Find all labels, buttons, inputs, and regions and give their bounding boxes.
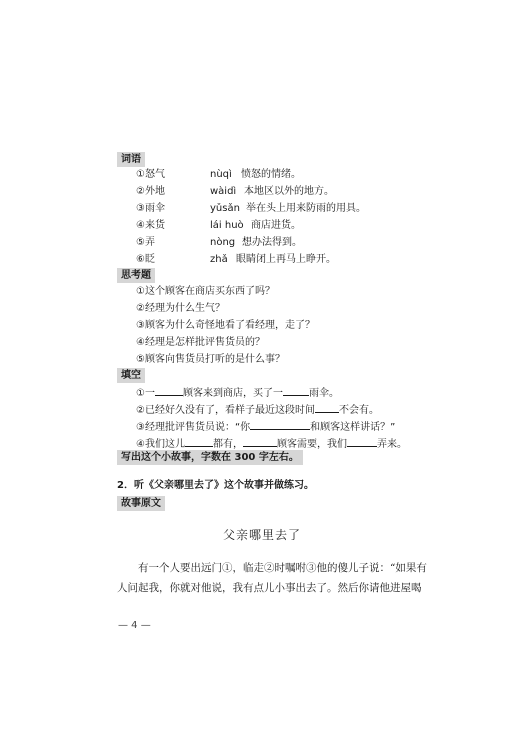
vocab-item (0, 219, 524, 233)
question: ①这个顾客在商店买东西了吗？ (136, 286, 275, 297)
vocab-def: 本地区以外的地方。 (244, 186, 334, 197)
question: ④经理是怎样批评售货员的？ (136, 337, 265, 348)
fill-tag: 填空 (117, 368, 145, 383)
fill-text: 雨伞。 (308, 388, 339, 399)
vocab-def: 商店进货。 (251, 220, 301, 231)
vocab-pinyin: yǔsǎn (210, 203, 240, 214)
blank-field[interactable] (315, 401, 339, 413)
question: ②经理为什么生气？ (136, 303, 225, 314)
fill-line-2 (136, 401, 379, 418)
vocab-pinyin: zhǎ (210, 254, 228, 265)
vocab-word: ①怒气 (136, 169, 165, 180)
fill-text: 和顾客这样讲话？” (310, 422, 396, 433)
question: ⑤顾客向售货员打听的是什么事？ (136, 354, 285, 365)
blank-field[interactable] (283, 384, 309, 396)
vocab-item (0, 202, 524, 216)
vocab-word: ③雨伞 (136, 203, 165, 214)
vocab-item (0, 236, 524, 250)
blank-field[interactable] (347, 435, 377, 447)
fill-text: ②已经好久没有了，看样子最近这段时间 (136, 405, 315, 416)
vocab-pinyin: wàidì (210, 186, 237, 197)
story-line: 有一个人要出远门①，临走②时嘱咐③他的傻儿子说：“如果有 (138, 562, 427, 574)
vocab-pinyin: nòng (210, 237, 236, 248)
vocab-def: 愤怒的情绪。 (241, 169, 301, 180)
vocab-def: 想办法得到。 (242, 237, 302, 248)
section-heading: 2．听《父亲哪里去了》这个故事并做练习。 (117, 480, 314, 491)
blank-field[interactable] (155, 384, 183, 396)
blank-field[interactable] (250, 418, 310, 430)
blank-field[interactable] (243, 435, 277, 447)
question: ③顾客为什么奇怪地看了看经理，走了？ (136, 320, 315, 331)
story-line: 人问起我，你就对他说，我有点儿小事出去了。然后你请他进屋喝 (117, 582, 422, 594)
blank-field[interactable] (185, 435, 213, 447)
vocab-word: ⑥眨 (136, 254, 155, 265)
fill-text: 顾客来到商店，买了一 (182, 388, 283, 399)
vocab-word: ⑤弄 (136, 237, 155, 248)
fill-text: ④我们这儿 (136, 439, 185, 450)
fill-line-1 (136, 384, 339, 401)
think-tag: 思考题 (117, 268, 155, 283)
vocab-item (0, 168, 524, 182)
fill-text: ③经理批评售货员说：“你 (136, 422, 251, 433)
vocab-tag: 词语 (117, 152, 145, 167)
story-tag: 故事原文 (117, 496, 165, 511)
fill-text: 顾客需要，我们 (276, 439, 347, 450)
fill-line-3 (136, 418, 395, 435)
fill-text: 弄来。 (376, 439, 407, 450)
story-title: 父亲哪里去了 (222, 528, 301, 542)
vocab-pinyin: nùqì (210, 169, 232, 180)
vocab-item (0, 185, 524, 199)
fill-text: 都有， (212, 439, 243, 450)
vocab-item (0, 253, 524, 267)
vocab-def: 眼睛闭上再马上睁开。 (236, 254, 336, 265)
vocab-word: ④来货 (136, 220, 165, 231)
write-task-tag: 写出这个小故事，字数在 300 字左右。 (117, 450, 303, 465)
vocab-def: 举在头上用来防雨的用具。 (246, 203, 366, 214)
page-number: — 4 — (118, 620, 151, 631)
vocab-word: ②外地 (136, 186, 165, 197)
fill-text: 不会有。 (338, 405, 379, 416)
vocab-pinyin: lái huò (210, 220, 244, 231)
fill-text: ①一 (136, 388, 155, 399)
